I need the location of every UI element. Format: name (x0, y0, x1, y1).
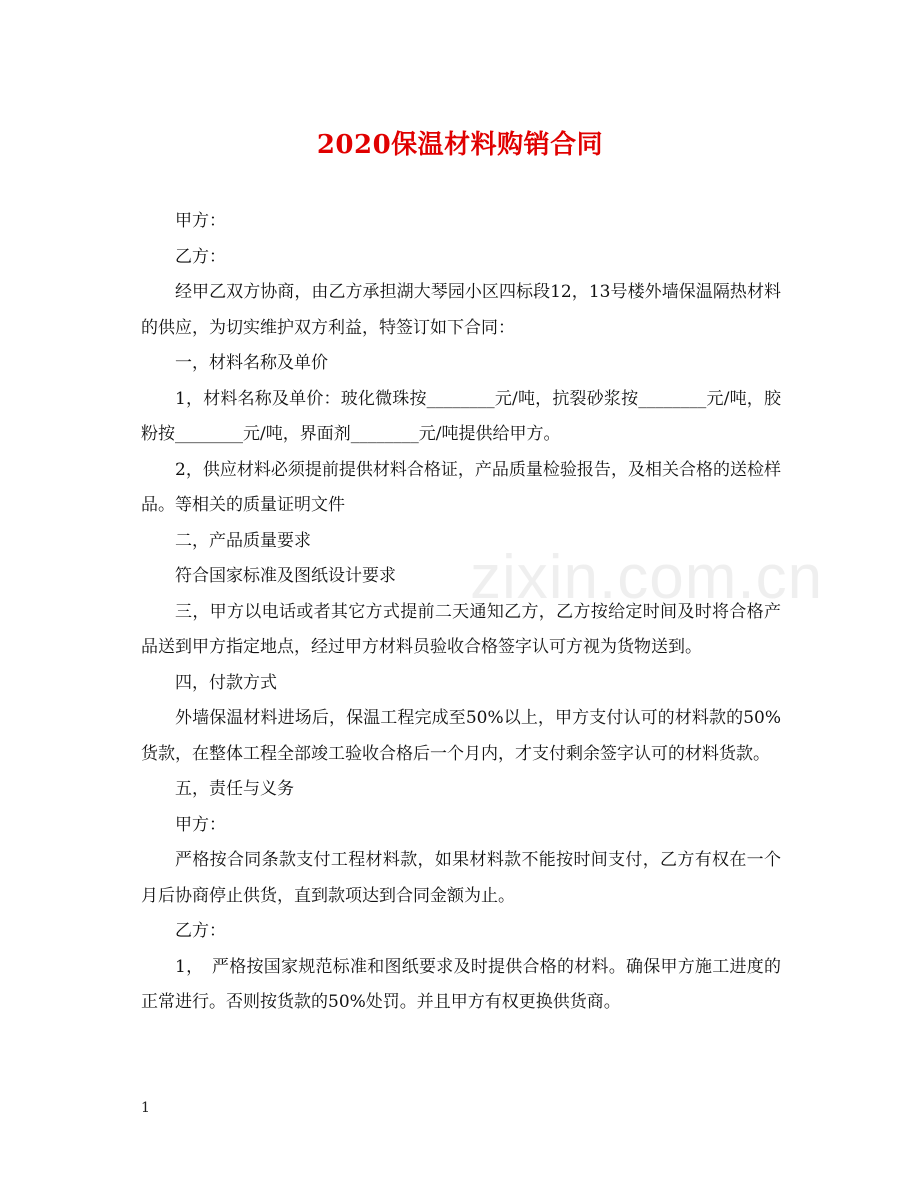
section-heading-materials: 一，材料名称及单价 (175, 353, 328, 373)
paragraph-party-b: 乙方： (175, 246, 226, 267)
paragraph-certificates: 2，供应材料必须提前提供材料合格证，产品质量检验报告，及相关合格的送检样品。等相关的质量证明文件 (141, 459, 781, 515)
paragraph-payment: 外墙保温材料进场后，保温工程完成至50%以上，甲方支付认可的材料款的50%货款，在整体工程全部竣工验收合格后一个月内，才支付剩余签字认可的材料货款。 (141, 708, 781, 764)
paragraph-party-a-duty: 严格按合同条款支付工程材料款，如果材料款不能按时间支付，乙方有权在一个月后协商停止供货，直到款项达到合同金额为止。 (141, 850, 781, 906)
watermark: zixin.com.cn (470, 543, 824, 612)
paragraph-party-b-label: 乙方： (175, 921, 226, 941)
paragraph-party-b-duty: 1， 严格按国家规范标准和图纸要求及时提供合格的材料。确保甲方施工进度的正常进行。否则按货款的50%处罚。并且甲方有权更换供货商。 (141, 956, 781, 1012)
paragraph-intro: 经甲乙双方协商，由乙方承担湖大琴园小区四标段12，13号楼外墙保温隔热材料的供应，为切实维护双方利益，特签订如下合同： (141, 282, 781, 338)
paragraph-party-a-label: 甲方： (175, 814, 226, 835)
paragraph-materials-prices: 1，材料名称及单价：玻化微珠按________元/吨，抗裂砂浆按________元/吨，胶粉按________元/吨，界面剂________元/吨提供给甲方。 (141, 388, 781, 444)
section-heading-responsibility: 五，责任与义务 (175, 779, 294, 799)
document-body (141, 204, 781, 1021)
paragraph-party-a: 甲方： (175, 211, 226, 231)
paragraph-quality: 符合国家标准及图纸设计要求 (175, 566, 396, 586)
paragraph-delivery: 三，甲方以电话或者其它方式提前二天通知乙方，乙方按给定时间及时将合格产品送到甲方指定地点，经过甲方材料员验收合格签字认可方视为货物送到。 (141, 601, 781, 657)
page-number: 1 (141, 1100, 150, 1116)
section-heading-payment: 四，付款方式 (175, 672, 277, 693)
section-heading-quality: 二，产品质量要求 (175, 530, 311, 551)
document-title: 2020保温材料购销合同 (316, 130, 604, 160)
